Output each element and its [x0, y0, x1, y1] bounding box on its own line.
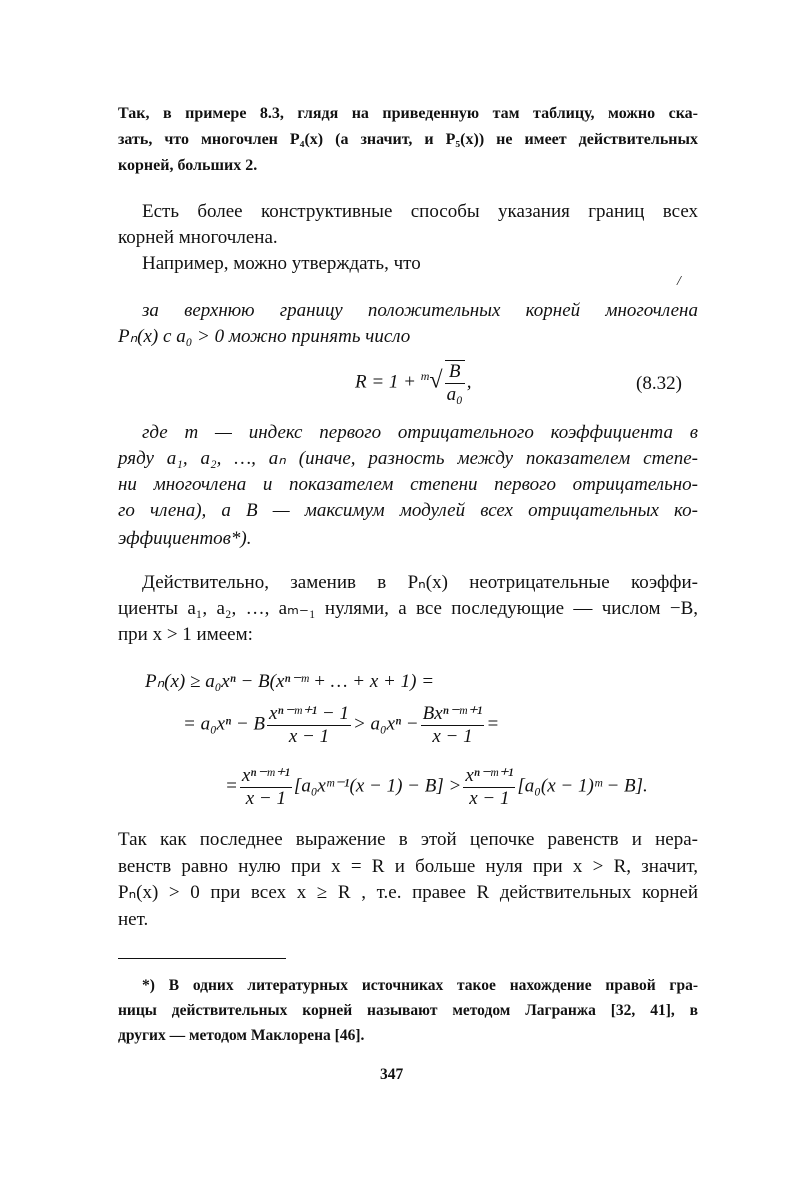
theorem-line: го члена), а B — максимум модулей всех отрицательных ко-: [118, 500, 698, 521]
text-line: Действительно, заменив в Pₙ(x) неотрицательные коэффи-: [142, 572, 698, 593]
denominator: a₀: [446, 384, 463, 405]
theorem-line: где m — индекс первого отрицательного коэффициента в: [142, 422, 698, 443]
page-number: 347: [380, 1066, 404, 1083]
theorem-line: эффициентов*).: [118, 528, 252, 549]
eq-part: > a₀xⁿ −: [352, 713, 419, 735]
text-line: Pₙ(x) > 0 при всех x ≥ R , т.е. правее R действительных корней: [118, 882, 698, 903]
text-line: Например, можно утверждать, что: [142, 253, 421, 274]
theorem-line: ряду a₁, a₂, …, aₙ (иначе, разность между показателем степе-: [118, 448, 698, 469]
text-line: Есть более конструктивные способы указания границ всех: [142, 201, 698, 222]
text-line: зать, что многочлен P₄(x) (а значит, и P₅(x)) не имеет действительных: [118, 131, 698, 148]
eq-part: =: [225, 775, 238, 797]
equation-line-2: [183, 702, 499, 748]
eq-part: [a₀(x − 1)ᵐ − B].: [517, 775, 648, 797]
fraction: [240, 764, 292, 810]
fraction: [267, 702, 351, 748]
theorem-line: Pₙ(x) с a₀ > 0 можно принять число: [118, 326, 411, 347]
fraction: [463, 764, 515, 810]
formula-8-32: [355, 360, 471, 406]
numerator: xⁿ⁻ᵐ⁺¹: [465, 765, 514, 786]
footnote-line: *) В одних литературных источниках такое нахождение правой гра-: [142, 977, 698, 994]
eq-part: [a₀xᵐ⁻¹(x − 1) − B] >: [293, 775, 462, 797]
eq-part: =: [486, 713, 500, 735]
text-line: венств равно нулю при x = R и больше нуля при x > R, значит,: [118, 856, 698, 877]
text-line: корней многочлена.: [118, 227, 278, 248]
text-line: Так, в примере 8.3, глядя на приведенную там таблицу, можно ска-: [118, 105, 698, 122]
footnote-line: ницы действительных корней называют методом Лагранжа [32, 41], в: [118, 1002, 698, 1019]
denominator: x − 1: [469, 788, 510, 809]
equation-line-3: [225, 764, 648, 810]
theorem-line: ни многочлена и показателем степени первого отрицательно-: [118, 474, 698, 495]
denominator: x − 1: [288, 726, 330, 747]
text-line: нет.: [118, 909, 149, 930]
fraction: [421, 702, 485, 748]
text-line: при x > 1 имеем:: [118, 624, 253, 645]
numerator: B: [445, 361, 465, 384]
numerator: Bxⁿ⁻ᵐ⁺¹: [422, 703, 483, 724]
denominator: x − 1: [245, 788, 286, 809]
fraction: [445, 360, 465, 406]
formula-lhs: R = 1 +: [355, 371, 421, 393]
denominator: x − 1: [432, 726, 473, 747]
stray-mark: /: [677, 274, 681, 289]
root-index: m: [420, 369, 430, 384]
text-line: циенты a₁, a₂, …, aₘ₋₁ нулями, а все последующие — числом −B,: [118, 598, 698, 619]
text-line: корней, больших 2.: [118, 157, 258, 174]
numerator: xⁿ⁻ᵐ⁺¹ − 1: [269, 703, 349, 724]
footnote-separator: [118, 958, 286, 959]
numerator: xⁿ⁻ᵐ⁺¹: [241, 765, 290, 786]
eq-part: = a₀xⁿ − B: [183, 713, 266, 735]
footnote-line: других — методом Маклорена [46].: [118, 1027, 365, 1044]
equation-line-1: Pₙ(x) ≥ a₀xⁿ − B(xⁿ⁻ᵐ + … + x + 1) =: [145, 671, 435, 692]
text-line: Так как последнее выражение в этой цепочке равенств и нера-: [118, 829, 698, 850]
comma: ,: [466, 371, 472, 393]
theorem-line: за верхнюю границу положительных корней многочлена: [142, 300, 698, 321]
radical-sign: √: [429, 367, 443, 394]
equation-number: (8.32): [636, 373, 682, 394]
